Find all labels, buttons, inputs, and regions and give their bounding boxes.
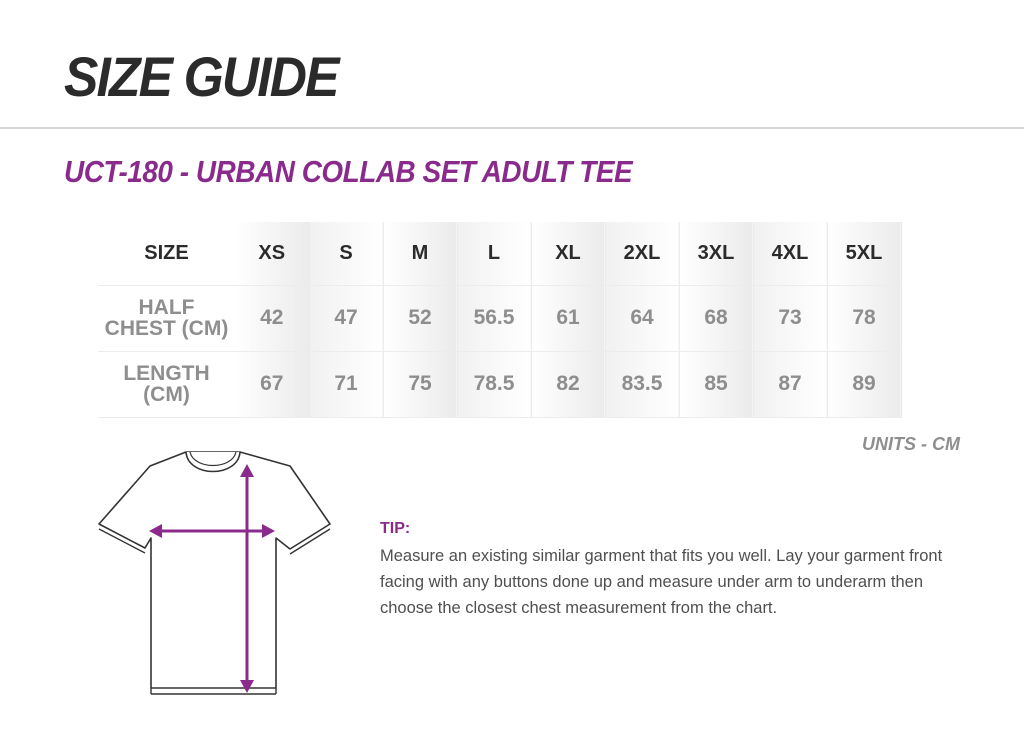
half-chest-row [98,285,901,351]
tip-body: Measure an existing similar garment that fits you well. Lay your garment front facing with any buttons done up and measure under arm to underarm then choose the closest chest measurement from the chart. [380,547,943,617]
size-header-cell: S [309,222,383,285]
size-chart-table [98,222,902,418]
size-header-cell: XS [235,222,309,285]
half-chest-label [98,285,235,351]
table-cell: 61 [531,285,605,351]
length-label [98,351,235,417]
size-header-cell: 3XL [679,222,753,285]
table-cell: 78 [827,285,901,351]
units-note: UNITS - CM [862,434,960,454]
table-cell: 52 [383,285,457,351]
table-cell: 83.5 [605,351,679,417]
row-label-line: HALF [138,296,195,319]
table-cell: 82 [531,351,605,417]
table-cell: 67 [235,351,309,417]
table-cell: 42 [235,285,309,351]
table-cell: 71 [309,351,383,417]
t-shirt-measurement-icon [92,444,336,698]
table-cell: 75 [383,351,457,417]
title-divider [0,127,1024,129]
table-cell: 89 [827,351,901,417]
product-title: UCT-180 - URBAN COLLAB SET ADULT TEE [64,154,633,189]
size-header-cell: L [457,222,531,285]
size-header-cell: 2XL [605,222,679,285]
table-cell: 64 [605,285,679,351]
size-header-cell: 4XL [753,222,827,285]
size-header-cell: M [383,222,457,285]
row-label-line: CHEST (CM) [104,317,229,340]
size-header-label: SIZE [98,222,235,285]
table-cell: 87 [753,351,827,417]
table-cell: 47 [309,285,383,351]
row-label-line: LENGTH [123,362,210,385]
size-header-row [98,222,901,285]
table-cell: 68 [679,285,753,351]
table-cell: 78.5 [457,351,531,417]
length-row [98,351,901,417]
page-title: SIZE GUIDE [64,45,338,108]
row-label-line: (CM) [143,383,190,406]
table-cell: 85 [679,351,753,417]
size-header-cell: XL [531,222,605,285]
tip-heading: TIP: [380,520,411,537]
table-cell: 73 [753,285,827,351]
table-cell: 56.5 [457,285,531,351]
size-header-cell: 5XL [827,222,901,285]
